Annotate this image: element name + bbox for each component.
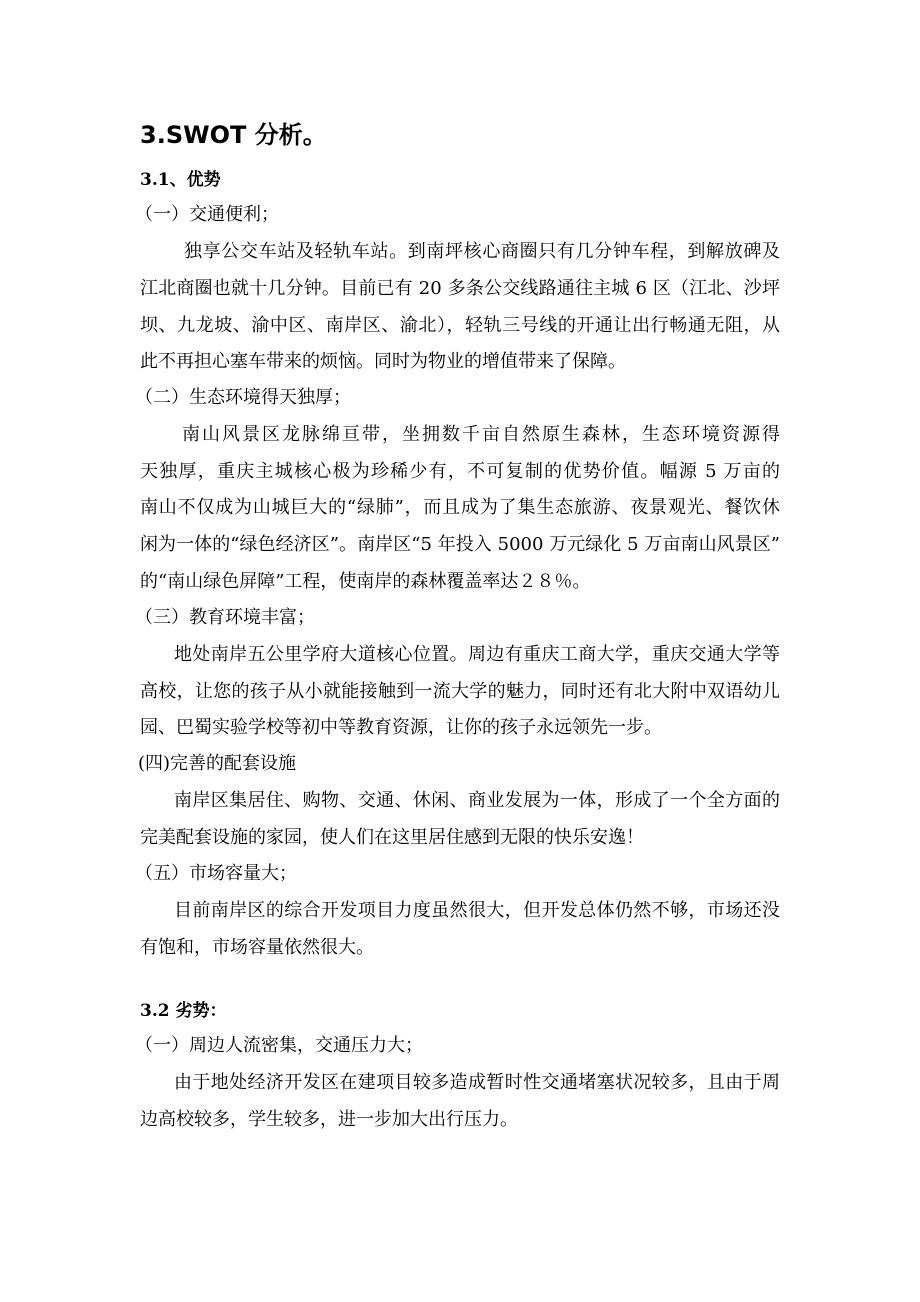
paragraph-line: 目前南岸区的综合开发项目力度虽然很大，但开发总体仍然不够，市场还没	[174, 900, 780, 921]
subheading: （一）周边人流密集，交通压力大；	[135, 1035, 423, 1056]
paragraph-line: 完美配套设施的家园，使人们在这里居住感到无限的快乐安逸！	[140, 827, 644, 848]
subheading: （一）交通便利；	[135, 204, 279, 225]
paragraph-line: 南山风景区龙脉绵亘带，坐拥数千亩自然原生森林，生态环境资源得	[182, 424, 780, 445]
section-heading-strengths: 3.1、优势	[140, 170, 221, 190]
paragraph-line: 边高校较多，学生较多，进一步加大出行压力。	[140, 1109, 518, 1130]
paragraph-line: 地处南岸五公里学府大道核心位置。周边有重庆工商大学，重庆交通大学等	[174, 644, 780, 665]
section-heading-weaknesses: 3.2 劣势：	[140, 1001, 227, 1021]
paragraph-line: 江北商圈也就十几分钟。目前已有 20 多条公交线路通往主城 6 区（江北、沙坪	[140, 278, 780, 299]
paragraph-line: 天独厚，重庆主城核心极为珍稀少有，不可复制的优势价值。幅源 5 万亩的	[140, 461, 780, 482]
paragraph-line: 的“南山绿色屏障”工程，使南岸的森林覆盖率达２８％。	[140, 571, 591, 592]
subheading: (四)完善的配套设施	[138, 753, 297, 774]
paragraph-line: 园、巴蜀实验学校等初中等教育资源，让你的孩子永远领先一步。	[140, 717, 662, 738]
paragraph-line: 独享公交车站及轻轨车站。到南坪核心商圈只有几分钟车程，到解放碑及	[184, 241, 780, 262]
paragraph-line: 坝、九龙坡、渝中区、南岸区、渝北），轻轨三号线的开通让出行畅通无阻，从	[140, 315, 780, 336]
paragraph-line: 南岸区集居住、购物、交通、休闲、商业发展为一体，形成了一个全方面的	[174, 790, 780, 811]
paragraph-line: 闲为一体的“绿色经济区”。南岸区“5 年投入 5000 万元绿化 5 万亩南山风景区”	[140, 534, 780, 555]
subheading: （三）教育环境丰富；	[135, 607, 315, 628]
subheading: （五）市场容量大；	[135, 863, 297, 884]
subheading: （二）生态环境得天独厚；	[135, 387, 351, 408]
paragraph-line: 高校，让您的孩子从小就能接触到一流大学的魅力，同时还有北大附中双语幼儿	[140, 681, 780, 702]
paragraph-line: 由于地处经济开发区在建项目较多造成暂时性交通堵塞状况较多，且由于周	[174, 1072, 780, 1093]
page-title: 3.SWOT 分析。	[140, 121, 327, 149]
paragraph-line: 此不再担心塞车带来的烦恼。同时为物业的增值带来了保障。	[140, 351, 626, 372]
paragraph-line: 南山不仅成为山城巨大的“绿肺”，而且成为了集生态旅游、夜景观光、餐饮休	[140, 497, 780, 518]
paragraph-line: 有饱和，市场容量依然很大。	[140, 937, 374, 958]
